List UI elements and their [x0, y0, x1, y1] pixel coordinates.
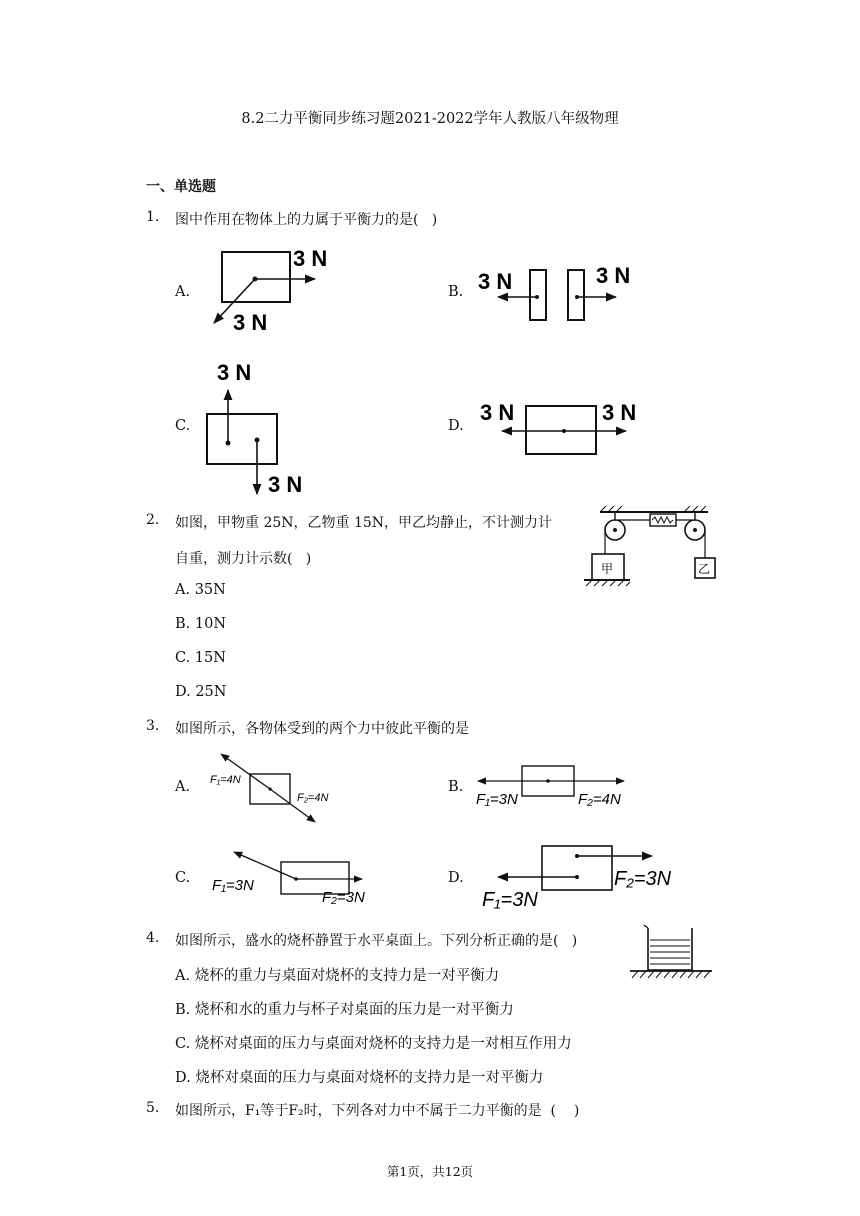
force-label: 3 N	[596, 263, 631, 288]
option-a: A. 烧杯的重力与桌面对烧杯的支持力是一对平衡力	[175, 968, 500, 984]
question-number: 3.	[146, 718, 160, 734]
force-label: F₂=4N	[297, 792, 329, 804]
q3-figure-a	[205, 748, 335, 828]
q2-pulley-figure	[584, 506, 724, 592]
q1-figure-b	[474, 260, 644, 326]
option-b: B. 10N	[175, 616, 227, 632]
option-label: A.	[175, 779, 191, 795]
force-label: F₁=3N	[212, 877, 254, 894]
question-number: 1.	[146, 209, 160, 225]
q4-beaker-figure	[626, 920, 716, 982]
option-label: A.	[175, 284, 191, 300]
option-c: C. 烧杯对桌面的压力与桌面对烧杯的支持力是一对相互作用力	[175, 1036, 572, 1052]
option-b: B. 烧杯和水的重力与杯子对桌面的压力是一对平衡力	[175, 1002, 514, 1018]
q3-figure-d	[480, 840, 680, 912]
option-d: D. 烧杯对桌面的压力与桌面对烧杯的支持力是一对平衡力	[175, 1070, 544, 1086]
option-label: D.	[448, 418, 464, 434]
force-label: 3 N	[478, 269, 513, 294]
question-stem: 图中作用在物体上的力属于平衡力的是( )	[175, 212, 438, 228]
weight-jia-label: 甲	[601, 562, 614, 576]
page-footer: 第1页，共12页	[386, 1164, 474, 1179]
option-c: C. 15N	[175, 650, 226, 666]
option-label: C.	[175, 870, 191, 886]
option-label: C.	[175, 418, 191, 434]
question-stem: 如图所示，各物体受到的两个力中彼此平衡的是	[175, 721, 469, 737]
force-label: 3 N	[480, 400, 515, 425]
question-number: 4.	[146, 930, 160, 946]
q1-figure-c	[200, 356, 320, 498]
q1-figure-d	[478, 398, 648, 460]
question-number: 2.	[146, 512, 160, 528]
option-a: A. 35N	[175, 582, 226, 598]
document-title: 8.2二力平衡同步练习题2021-2022学年人教版八年级物理	[241, 111, 619, 127]
option-label: B.	[448, 284, 464, 300]
weight-yi-label: 乙	[698, 562, 711, 576]
force-label: 3 N	[268, 472, 303, 497]
option-d: D. 25N	[175, 684, 227, 700]
force-label: F₂=3N	[614, 868, 672, 890]
force-label: 3 N	[217, 360, 252, 385]
q3-figure-c	[210, 846, 380, 908]
option-label: B.	[448, 779, 464, 795]
question-stem: 如图所示，F₁等于F₂时，下列各对力中不属于二力平衡的是 ( )	[175, 1103, 580, 1119]
force-label: 3 N	[233, 310, 268, 335]
question-number: 5.	[146, 1100, 160, 1116]
q3-figure-b	[472, 760, 632, 810]
force-label: F₁=3N	[482, 889, 538, 911]
option-label: D.	[448, 870, 464, 886]
question-stem-line2: 自重，测力计示数( )	[175, 551, 312, 567]
force-label: 3 N	[602, 400, 637, 425]
question-stem-line1: 如图，甲物重 25N，乙物重 15N，甲乙均静止，不计测力计	[175, 515, 553, 531]
q1-figure-a	[205, 245, 345, 335]
force-label: 3 N	[293, 246, 328, 271]
force-label: F₁=4N	[210, 774, 241, 786]
force-label: F₂=3N	[322, 889, 365, 906]
section-heading: 一、单选题	[146, 179, 216, 195]
force-label: F₂=4N	[578, 791, 621, 808]
question-stem: 如图所示，盛水的烧杯静置于水平桌面上。下列分析正确的是( )	[175, 933, 578, 949]
force-label: F₁=3N	[476, 791, 518, 808]
